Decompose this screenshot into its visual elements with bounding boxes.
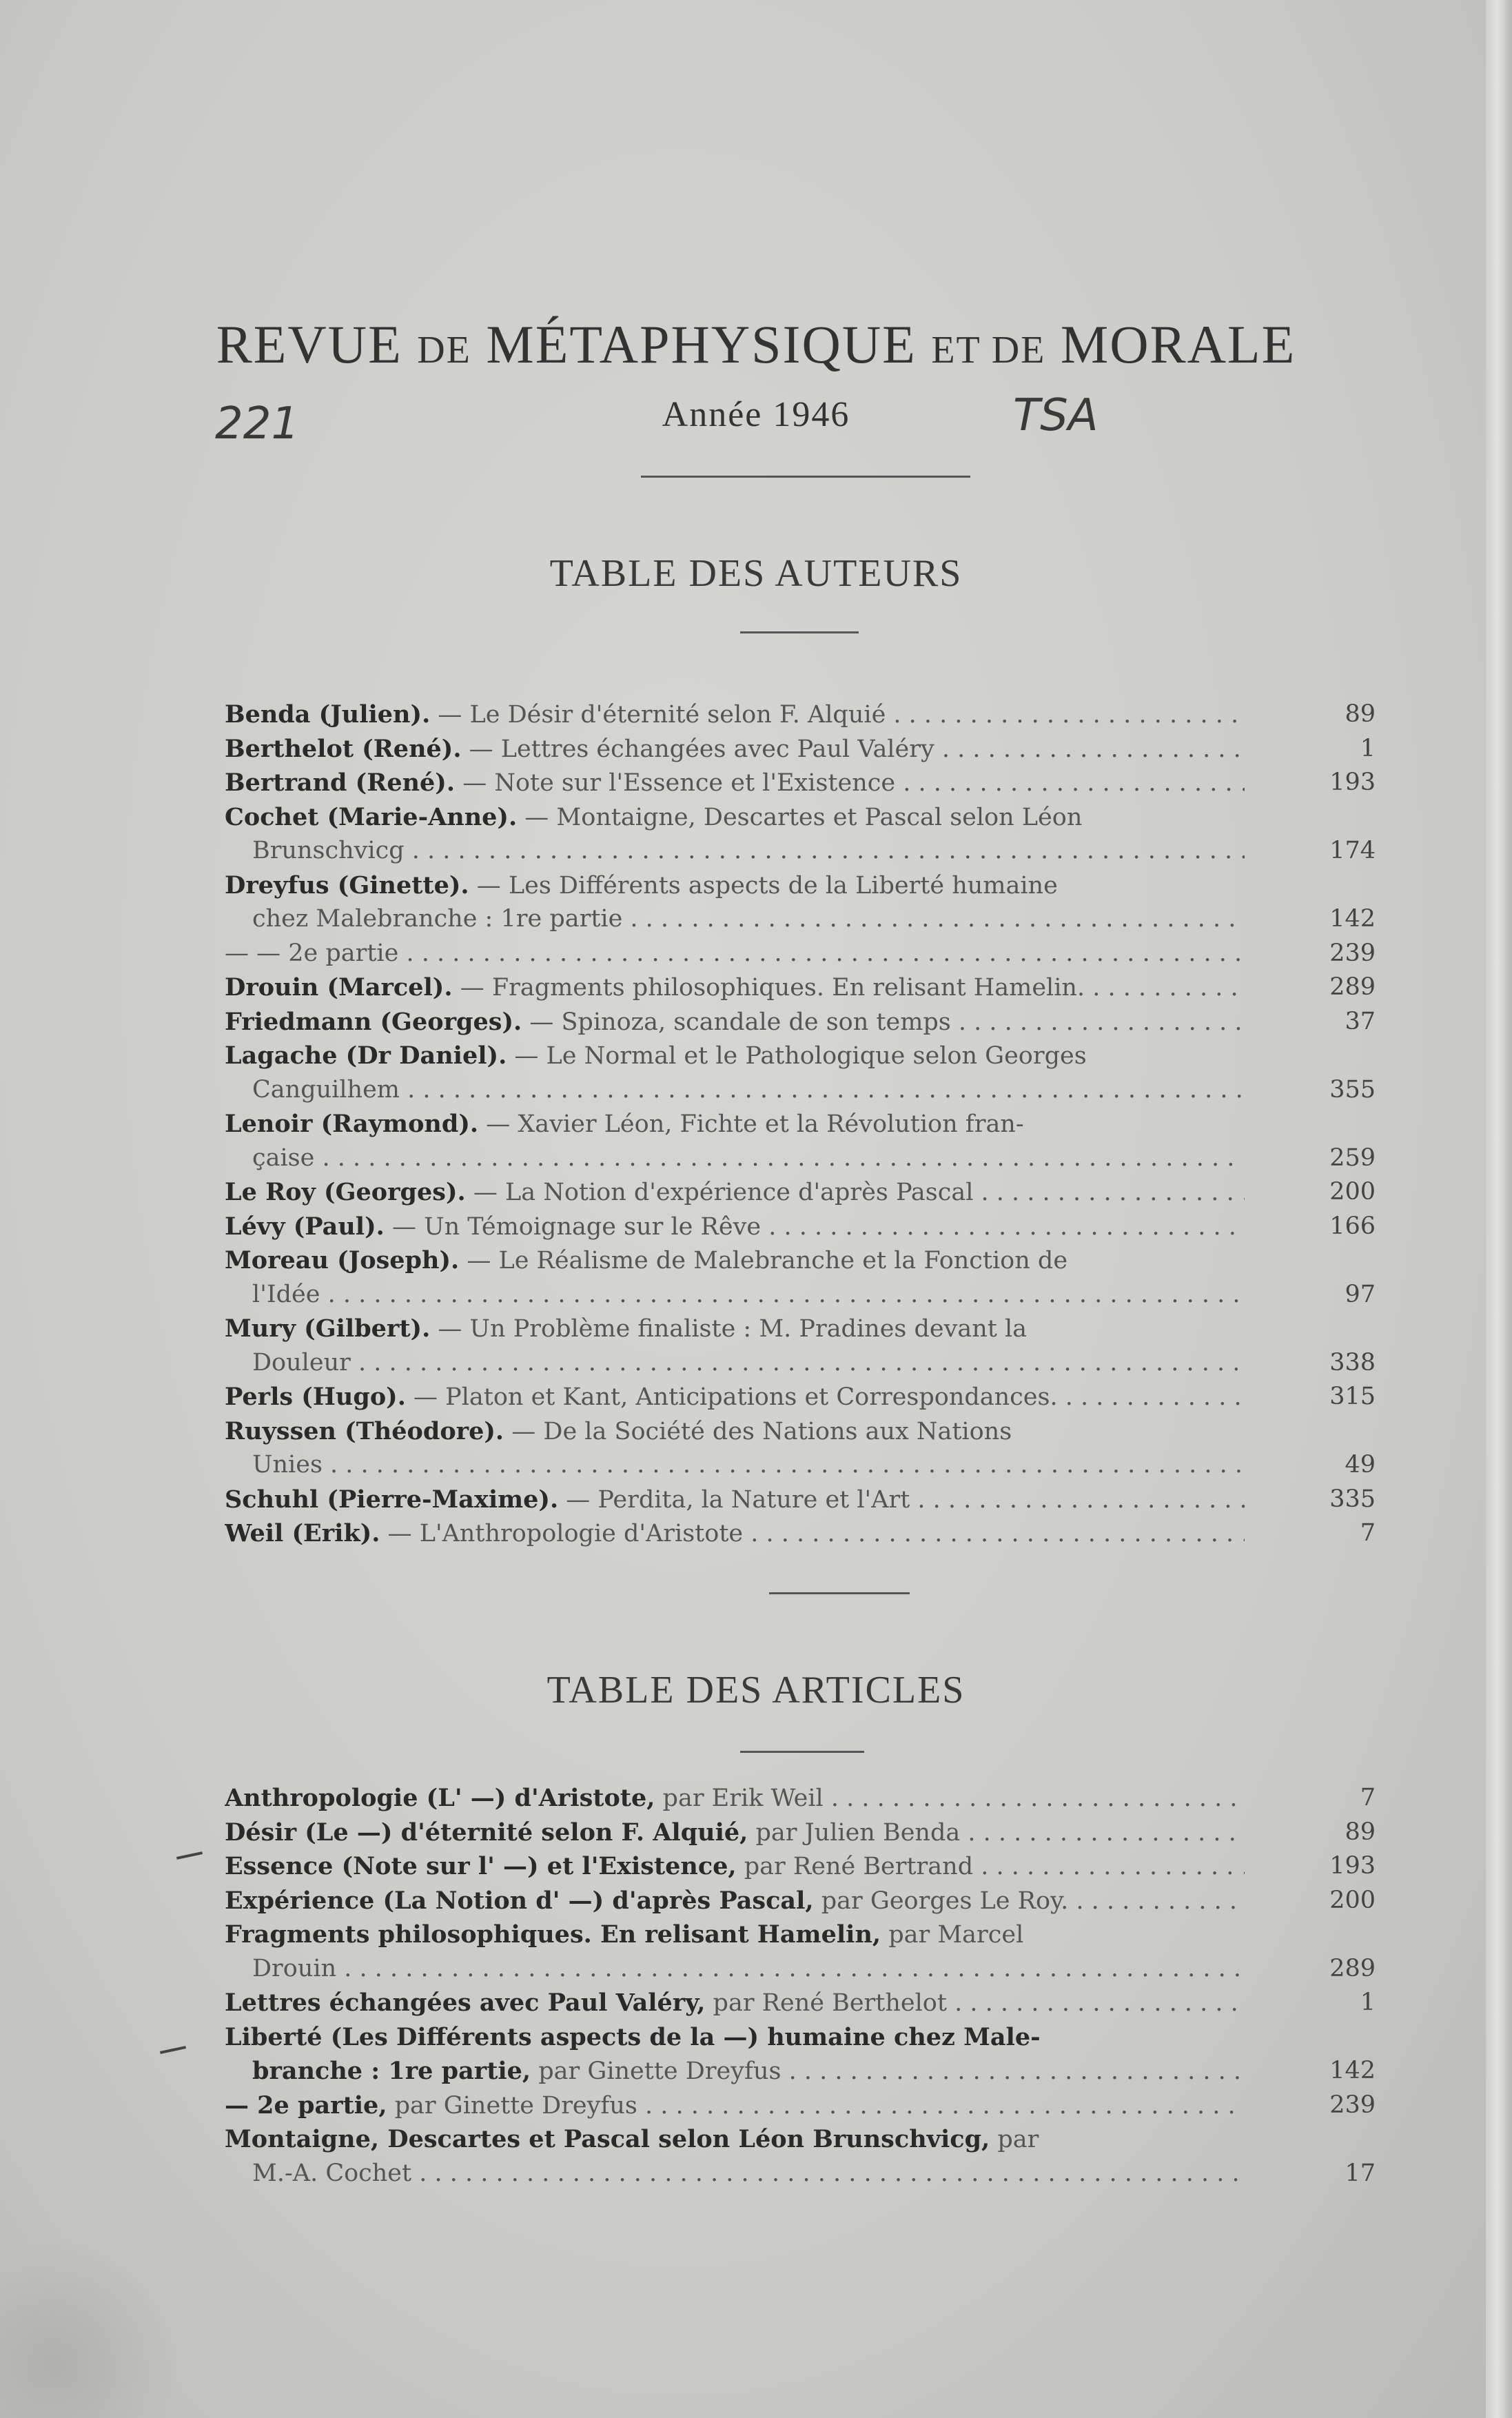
entry-heading: Mury (Gilbert). [225,1314,431,1343]
toc-line-text [225,800,1245,835]
entry-text: par Ginette Dreyfus [531,2058,781,2085]
handwritten-number: 221 [215,398,300,449]
toc-line-text [225,1781,1245,1816]
entry-heading: Montaigne, Descartes et Pascal selon Léon Brunschvicg, [225,2125,990,2153]
toc-line-text [225,732,1245,767]
entry-heading: Liberté (Les Différents aspects de la —) humaine chez Male- [225,2022,1041,2051]
toc-entry [225,1483,1389,1517]
entry-heading: Expérience (La Notion d' —) d'après Pascal, [225,1886,814,1915]
toc-line-text [225,1918,1245,1953]
toc-line [225,834,1389,868]
toc-entry [225,2122,1389,2191]
entry-text: par René Bertrand [736,1853,974,1880]
entry-heading: Drouin (Marcel). [225,973,453,1002]
entry-text: — Le Normal et le Pathologique selon Georges [507,1042,1087,1070]
page-number: 1 [1360,734,1376,762]
page-number: 315 [1329,1383,1376,1410]
toc-line [225,868,1389,903]
entry-text: Douleur [252,1348,351,1376]
entry-heading: Lagache (Dr Daniel). [225,1042,507,1070]
page-number: 239 [1329,2091,1376,2119]
entry-text: — De la Société des Nations aux Nations [504,1417,1012,1445]
toc-entry [225,698,1389,732]
entry-heading: Cochet (Marie-Anne). [225,802,518,831]
year-label: Année 1946 [662,395,850,434]
toc-line-text [225,1849,1245,1884]
entry-text: Unies [252,1451,323,1479]
entry-heading: Lenoir (Raymond). [225,1110,479,1138]
toc-entry [225,1312,1389,1380]
toc-line-text [225,1516,1245,1552]
toc-entry [225,1918,1389,1986]
toc-line [225,2089,1389,2123]
entry-text: par René Berthelot [705,1989,947,2017]
page-number: 200 [1329,1886,1376,1914]
toc-line-text [225,2020,1245,2055]
entry-text: — Xavier Léon, Fichte et la Révolution fran- [478,1110,1024,1138]
entry-heading: Weil (Erik). [225,1519,380,1547]
entry-text: Brunschvicg [252,837,405,864]
entry-heading: — 2e partie, [225,2091,387,2120]
journal-title: REVUE DE MÉTAPHYSIQUE ET DE MORALE [216,314,1296,374]
handwritten-code: TSA [1013,390,1099,441]
toc-line [225,1816,1389,1850]
toc-line [225,1346,1389,1381]
toc-line [225,1781,1389,1816]
entry-heading: Ruyssen (Théodore). [225,1416,504,1445]
toc-entry [225,1781,1389,1816]
toc-entry [225,1380,1389,1414]
toc-line-text [225,1986,1245,2021]
page-number: 174 [1329,837,1376,864]
entry-heading: Friedmann (Georges). [225,1007,522,1036]
toc-line-text [225,1039,1245,1074]
toc-entry [225,1210,1389,1244]
toc-line [225,1380,1389,1414]
toc-line [225,2054,1389,2089]
toc-entry [225,766,1389,800]
toc-entry [225,1816,1389,1850]
authors-section-title: TABLE DES AUTEURS [549,552,963,595]
toc-line-text [225,1278,1245,1312]
toc-line [225,1918,1389,1952]
page-number: 259 [1329,1144,1376,1172]
entry-text: par Julien Benda [748,1818,961,1847]
header-rule [641,476,970,478]
toc-line [225,937,1389,971]
toc-entry [225,800,1389,868]
toc-line-text [225,1175,1245,1210]
entry-text: — Fragments philosophiques. En relisant Hamelin. [452,974,1085,1002]
toc-entry [225,2089,1389,2123]
page-number: 97 [1345,1280,1376,1308]
entry-text: — L'Anthropologie d'Aristote [380,1520,744,1547]
page-number: 142 [1329,905,1376,933]
toc-line-text [225,1346,1245,1381]
toc-entry [225,1107,1389,1175]
toc-line [225,1986,1389,2020]
toc-line [225,1483,1389,1517]
toc-line [225,766,1389,800]
page-number: 355 [1329,1075,1376,1104]
entry-text: — Un Problème finaliste : M. Pradines devant la [430,1315,1028,1343]
entry-text: — Lettres échangées avec Paul Valéry [461,735,934,763]
toc-line-text [225,1210,1245,1245]
entry-text: — — 2e partie [225,939,399,967]
toc-line [225,971,1389,1005]
entry-heading: Benda (Julien). [225,700,431,729]
toc-line-text [225,2089,1245,2124]
toc-line-text [225,1816,1245,1851]
entry-text: — Perdita, la Nature et l'Art [558,1485,910,1514]
page-number: 89 [1345,700,1376,728]
toc-line [225,1073,1389,1108]
entry-text: Drouin [252,1954,337,1982]
toc-line [225,1849,1389,1884]
page-number: 193 [1329,769,1376,796]
page-number: 289 [1329,973,1376,1001]
toc-line [225,1952,1389,1987]
entry-text: l'Idée [252,1280,320,1308]
toc-line-text [225,2122,1245,2157]
toc-line [225,1175,1389,1210]
toc-entry [225,1884,1389,1918]
authors-list [225,698,1389,1551]
toc-line [225,1005,1389,1039]
entry-text: par Erik Weil [655,1785,824,1812]
page-number: 49 [1345,1451,1376,1479]
toc-line [225,902,1389,937]
toc-line [225,1278,1389,1312]
toc-line [225,2020,1389,2055]
toc-line [225,2157,1389,2191]
toc-entry [225,1005,1389,1039]
page-number: 7 [1360,1519,1376,1547]
entry-heading: Berthelot (René). [225,734,462,763]
entry-text: — Spinoza, scandale de son temps [522,1008,951,1036]
page-number: 37 [1345,1007,1376,1035]
entry-text: — Les Différents aspects de la Liberté humaine [469,871,1058,900]
entry-text: — Le Désir d'éternité selon F. Alquié [430,701,886,729]
toc-line [225,1107,1389,1141]
toc-line [225,1312,1389,1346]
toc-line-text [225,937,1245,971]
toc-entry [225,971,1389,1005]
entry-heading: Dreyfus (Ginette). [225,871,469,900]
page-number: 166 [1329,1212,1376,1240]
toc-line [225,800,1389,835]
entry-text: par Marcel [881,1921,1024,1949]
toc-entry [225,937,1389,971]
toc-entry [225,1175,1389,1210]
toc-entry [225,868,1389,937]
toc-line-text [225,1141,1245,1176]
margin-pencil-mark [160,2046,186,2054]
toc-line-text [225,971,1245,1006]
entry-heading: Essence (Note sur l' —) et l'Existence, [225,1852,737,1880]
margin-pencil-mark [176,1851,203,1860]
toc-line-text [225,1312,1245,1347]
entry-text: par Ginette Dreyfus [387,2091,637,2120]
toc-line [225,1141,1389,1176]
entry-heading: Perls (Hugo). [225,1383,406,1411]
page-number: 239 [1329,939,1376,967]
toc-line [225,1039,1389,1073]
toc-line [225,2122,1389,2157]
entry-heading: Lettres échangées avec Paul Valéry, [225,1989,706,2017]
toc-line-text [225,766,1245,801]
entry-heading: Le Roy (Georges). [225,1178,466,1206]
entry-text: — Note sur l'Essence et l'Existence [455,769,896,797]
toc-entry [225,732,1389,766]
toc-line-text [225,1107,1245,1142]
toc-line-text [225,1414,1245,1450]
toc-line-text [225,902,1245,937]
entry-text: par Georges Le Roy. [813,1887,1069,1915]
toc-line [225,1210,1389,1244]
toc-entry [225,1986,1389,2020]
toc-line [225,1448,1389,1483]
entry-text: Canguilhem [252,1075,400,1104]
entry-heading: Schuhl (Pierre-Maxime). [225,1485,559,1514]
articles-section-title: TABLE DES ARTICLES [546,1669,966,1711]
toc-line [225,732,1389,766]
toc-line-text [225,1952,1245,1987]
entry-text: — Le Réalisme de Malebranche et la Fonction de [459,1247,1068,1274]
toc-entry [225,1849,1389,1884]
entry-heading: Désir (Le —) d'éternité selon F. Alquié, [225,1818,748,1847]
page-number: 89 [1345,1818,1376,1846]
entry-text: par [990,2126,1039,2153]
toc-line [225,1243,1389,1278]
toc-line-text [225,1243,1245,1279]
toc-line-text [225,868,1245,904]
toc-entry [225,2020,1389,2089]
entry-text: — Un Témoignage sur le Rêve [384,1212,762,1241]
page-number: 193 [1329,1852,1376,1880]
entry-text: — La Notion d'expérience d'après Pascal [465,1179,974,1206]
toc-line-text [225,1073,1245,1108]
entry-heading: branche : 1re partie, [252,2057,531,2085]
toc-line-text [225,834,1245,868]
page-number: 7 [1360,1784,1376,1811]
toc-line [225,698,1389,732]
page-number: 335 [1329,1485,1376,1513]
entry-text: — Platon et Kant, Anticipations et Correspondances. [405,1383,1058,1411]
page-number: 17 [1345,2159,1376,2187]
toc-line-text [225,1884,1245,1919]
entry-text: — Montaigne, Descartes et Pascal selon Léon [517,803,1083,831]
toc-line [225,1884,1389,1918]
page-number: 289 [1329,1954,1376,1982]
section-divider [769,1592,910,1594]
entry-heading: Moreau (Joseph). [225,1246,460,1274]
page-number: 200 [1329,1178,1376,1206]
toc-line [225,1516,1389,1551]
toc-line-text [225,2157,1245,2191]
entry-heading: Anthropologie (L' —) d'Aristote, [225,1784,655,1812]
toc-line [225,1414,1389,1449]
toc-entry [225,1516,1389,1551]
toc-entry [225,1414,1389,1483]
entry-text: chez Malebranche : 1re partie [252,905,623,933]
entry-heading: Lévy (Paul). [225,1212,385,1241]
toc-entry [225,1243,1389,1312]
toc-line-text [225,698,1245,733]
toc-entry [225,1039,1389,1107]
toc-line-text [225,2054,1245,2089]
toc-line-text [225,1448,1245,1483]
paper-stain [0,2239,179,2418]
entry-text: çaise [252,1144,315,1172]
toc-line-text [225,1005,1245,1040]
page-number: 142 [1329,2057,1376,2084]
authors-title-rule [740,631,859,633]
articles-list [225,1781,1389,2191]
page-number: 1 [1360,1989,1376,2016]
toc-line-text [225,1483,1245,1518]
entry-heading: Bertrand (René). [225,769,456,797]
entry-heading: Fragments philosophiques. En relisant Hamelin, [225,1920,881,1949]
toc-line-text [225,1380,1245,1415]
page-number: 338 [1329,1348,1376,1376]
articles-title-rule [740,1751,864,1753]
entry-text: M.-A. Cochet [252,2159,412,2187]
